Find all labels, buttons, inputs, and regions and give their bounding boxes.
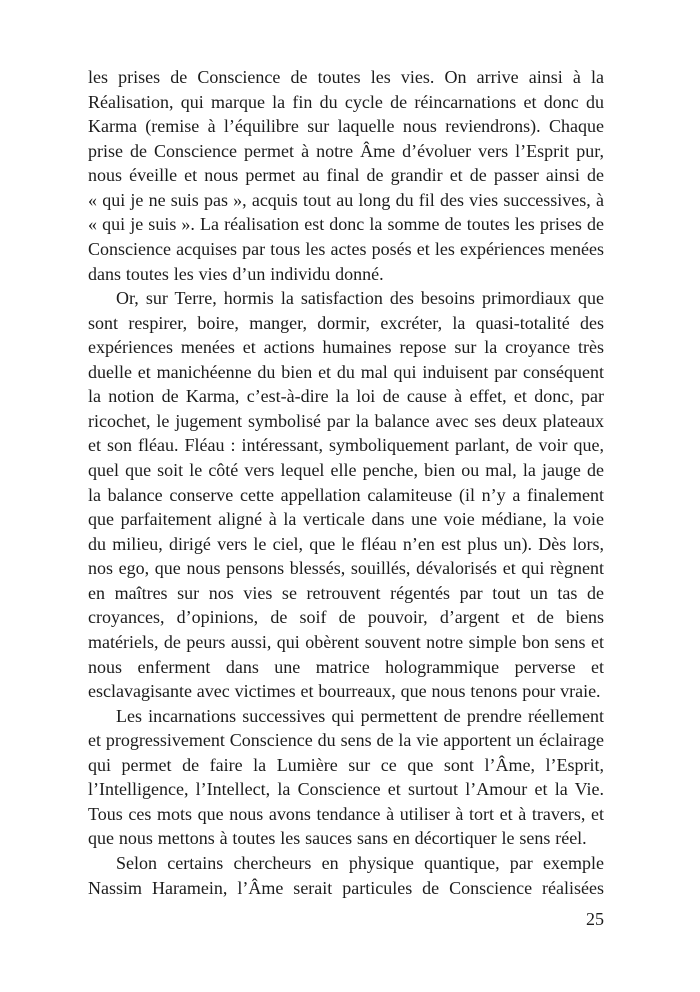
text-line: esclavagisante avec victimes et bourreaux, que nous tenons pour vraie. <box>88 681 601 702</box>
page-number: 25 <box>586 909 604 929</box>
text-line: Tous ces mots que nous avons tendance à utiliser à tort et à travers, et <box>88 803 604 824</box>
paragraph <box>88 704 604 851</box>
text-line: et son fléau. Fléau : intéressant, symboliquement parlant, de voir que, <box>88 435 604 456</box>
paragraph <box>88 851 604 900</box>
paragraph <box>88 286 604 704</box>
text-line: la notion de Karma, c’est-à-dire la loi de cause à effet, et donc, par <box>88 386 604 407</box>
text-line: l’Intelligence, l’Intellect, la Conscience et surtout l’Amour et la Vie. <box>88 779 604 800</box>
paragraph <box>88 65 604 286</box>
text-line: Selon certains chercheurs en physique quantique, par exemple <box>116 853 604 873</box>
text-line: Les incarnations successives qui permettent de prendre réellement <box>116 705 604 726</box>
text-block <box>88 65 604 900</box>
text-line: dans toutes les vies d’un individu donné. <box>88 263 384 284</box>
text-line: quel que soit le côté vers lequel elle penche, bien ou mal, la jauge de <box>88 460 604 480</box>
text-line: Réalisation, qui marque la fin du cycle de réincarnations et donc du <box>88 91 604 112</box>
text-line: que parfaitement aligné à la verticale dans une voie médiane, la voie <box>88 509 604 530</box>
text-line: sont respirer, boire, manger, dormir, excréter, la quasi-totalité des <box>88 312 604 333</box>
text-line: matériels, de peurs aussi, qui obèrent souvent notre simple bon sens et <box>88 631 604 652</box>
text-line: Karma (remise à l’équilibre sur laquelle nous reviendrons). Chaque <box>88 116 604 137</box>
text-line: du milieu, dirigé vers le ciel, que le fléau n’en est plus un). Dès lors, <box>88 533 604 554</box>
text-line: Or, sur Terre, hormis la satisfaction des besoins primordiaux que <box>116 288 604 309</box>
text-line: Conscience acquises par tous les actes posés et les expériences menées <box>88 238 604 259</box>
text-line: nous enferment dans une matrice hologrammique perverse et <box>88 656 604 677</box>
text-line: « qui je suis ». La réalisation est donc la somme de toutes les prises de <box>88 214 604 235</box>
text-line: « qui je ne suis pas », acquis tout au long du fil des vies successives, à <box>88 189 604 210</box>
text-line: nos ego, que nous pensons blessés, souillés, dévalorisés et qui règnent <box>88 558 604 579</box>
text-line: qui permet de faire la Lumière sur ce que sont l’Âme, l’Esprit, <box>88 754 604 775</box>
text-line: en maîtres sur nos vies se retrouvent régentés par tout un tas de <box>88 582 604 603</box>
text-line: que nous mettons à toutes les sauces sans en décortiquer le sens réel. <box>88 828 587 849</box>
text-line: Nassim Haramein, l’Âme serait particules de Conscience réalisées <box>88 877 604 898</box>
text-line: nous éveille et nous permet au final de grandir et de passer ainsi de <box>88 165 604 186</box>
text-line: prise de Conscience permet à notre Âme d’évoluer vers l’Esprit pur, <box>88 140 604 161</box>
text-line: croyances, d’opinions, de soif de pouvoir, d’argent et de biens <box>88 607 604 628</box>
text-line: ricochet, le jugement symbolisé par la balance avec ses deux plateaux <box>88 410 604 431</box>
text-line: la balance conserve cette appellation calamiteuse (il n’y a finalement <box>88 484 604 505</box>
text-line: les prises de Conscience de toutes les vies. On arrive ainsi à la <box>88 67 604 87</box>
text-line: et progressivement Conscience du sens de la vie apportent un éclairage <box>88 730 604 751</box>
text-line: duelle et manichéenne du bien et du mal qui induisent par conséquent <box>88 361 604 382</box>
text-line: expériences menées et actions humaines repose sur la croyance très <box>88 337 604 358</box>
